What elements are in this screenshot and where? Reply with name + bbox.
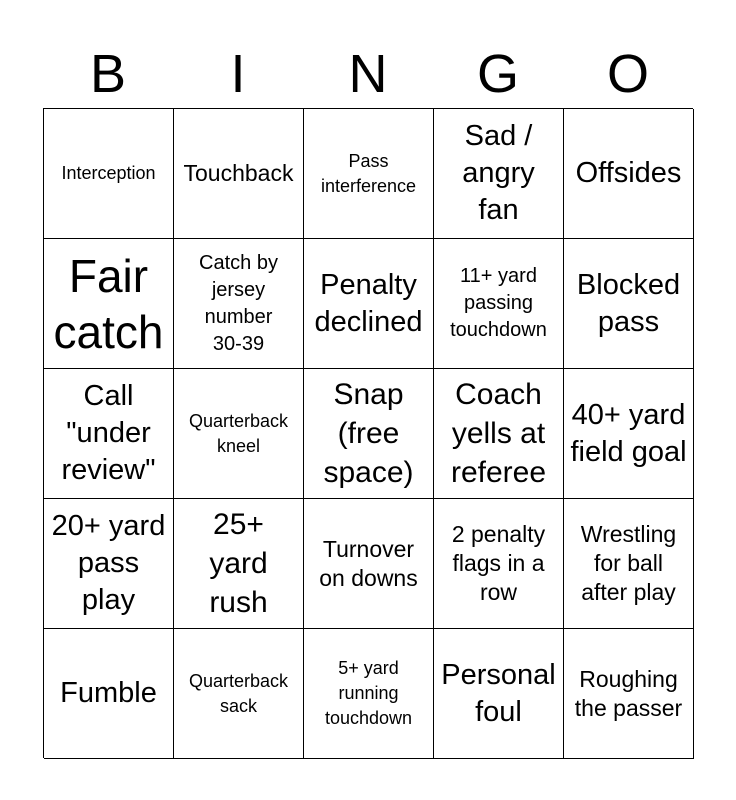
cell-text: Turnover on downs [319,535,418,591]
bingo-cell[interactable] [174,629,304,759]
header-letter-b: B [89,44,127,104]
cell-text: Offsides [575,157,682,189]
cell-text: Quarterback kneel [188,410,289,456]
bingo-cell[interactable] [44,369,174,499]
header-letter-o: O [606,44,649,104]
cell-text: 5+ yard running touchdown [324,658,413,728]
cell-text: Fair catch [53,249,164,358]
cell-text: 20+ yard pass play [51,510,166,616]
bingo-cell[interactable] [174,109,304,239]
bingo-cell[interactable] [564,109,694,239]
bingo-cell[interactable] [564,239,694,369]
bingo-cell[interactable] [44,629,174,759]
bingo-header [43,40,693,108]
bingo-cell[interactable] [434,369,564,499]
bingo-cell[interactable] [304,499,434,629]
cell-text: Call "under review" [61,380,156,486]
bingo-cell[interactable] [304,239,434,369]
bingo-cell[interactable] [434,239,564,369]
bingo-cell[interactable] [304,629,434,759]
cell-text: Blocked pass [576,268,681,338]
cell-text: Quarterback sack [188,670,289,716]
cell-text: Touchback [183,160,294,186]
bingo-cell[interactable] [564,629,694,759]
cell-text: Roughing the passer [574,665,683,721]
bingo-cell[interactable] [434,109,564,239]
cell-text: Coach yells at referee [450,378,547,489]
cell-text: 40+ yard field goal [570,398,687,468]
bingo-cell[interactable] [44,499,174,629]
bingo-cell[interactable] [44,239,174,369]
bingo-cell[interactable] [174,369,304,499]
bingo-cell[interactable] [564,499,694,629]
cell-text: Personal foul [441,658,556,728]
cell-text: 2 penalty flags in a row [451,521,546,605]
bingo-cell[interactable] [44,109,174,239]
header-letter-g: G [476,44,519,104]
cell-text: Sad / angry fan [462,120,535,226]
cell-text: Fumble [60,677,157,709]
bingo-cell[interactable] [434,629,564,759]
cell-text: Catch by jersey number 30-39 [199,251,278,355]
cell-text: Interception [61,163,156,183]
bingo-cell[interactable] [304,369,434,499]
bingo-cell[interactable] [434,499,564,629]
cell-text: Pass interference [320,150,417,196]
cell-text: Penalty declined [314,268,423,338]
bingo-cell[interactable] [174,499,304,629]
cell-text: Snap (free space) [323,378,414,489]
cell-text: 25+ yard rush [209,508,268,619]
cell-text: 11+ yard passing touchdown [450,265,547,341]
header-letter-n: N [348,44,388,104]
header-letter-i: I [230,44,246,104]
bingo-cell[interactable] [304,109,434,239]
bingo-cell[interactable] [174,239,304,369]
bingo-card-grid [43,108,693,758]
bingo-cell[interactable] [564,369,694,499]
cell-text: Wrestling for ball after play [580,521,677,605]
